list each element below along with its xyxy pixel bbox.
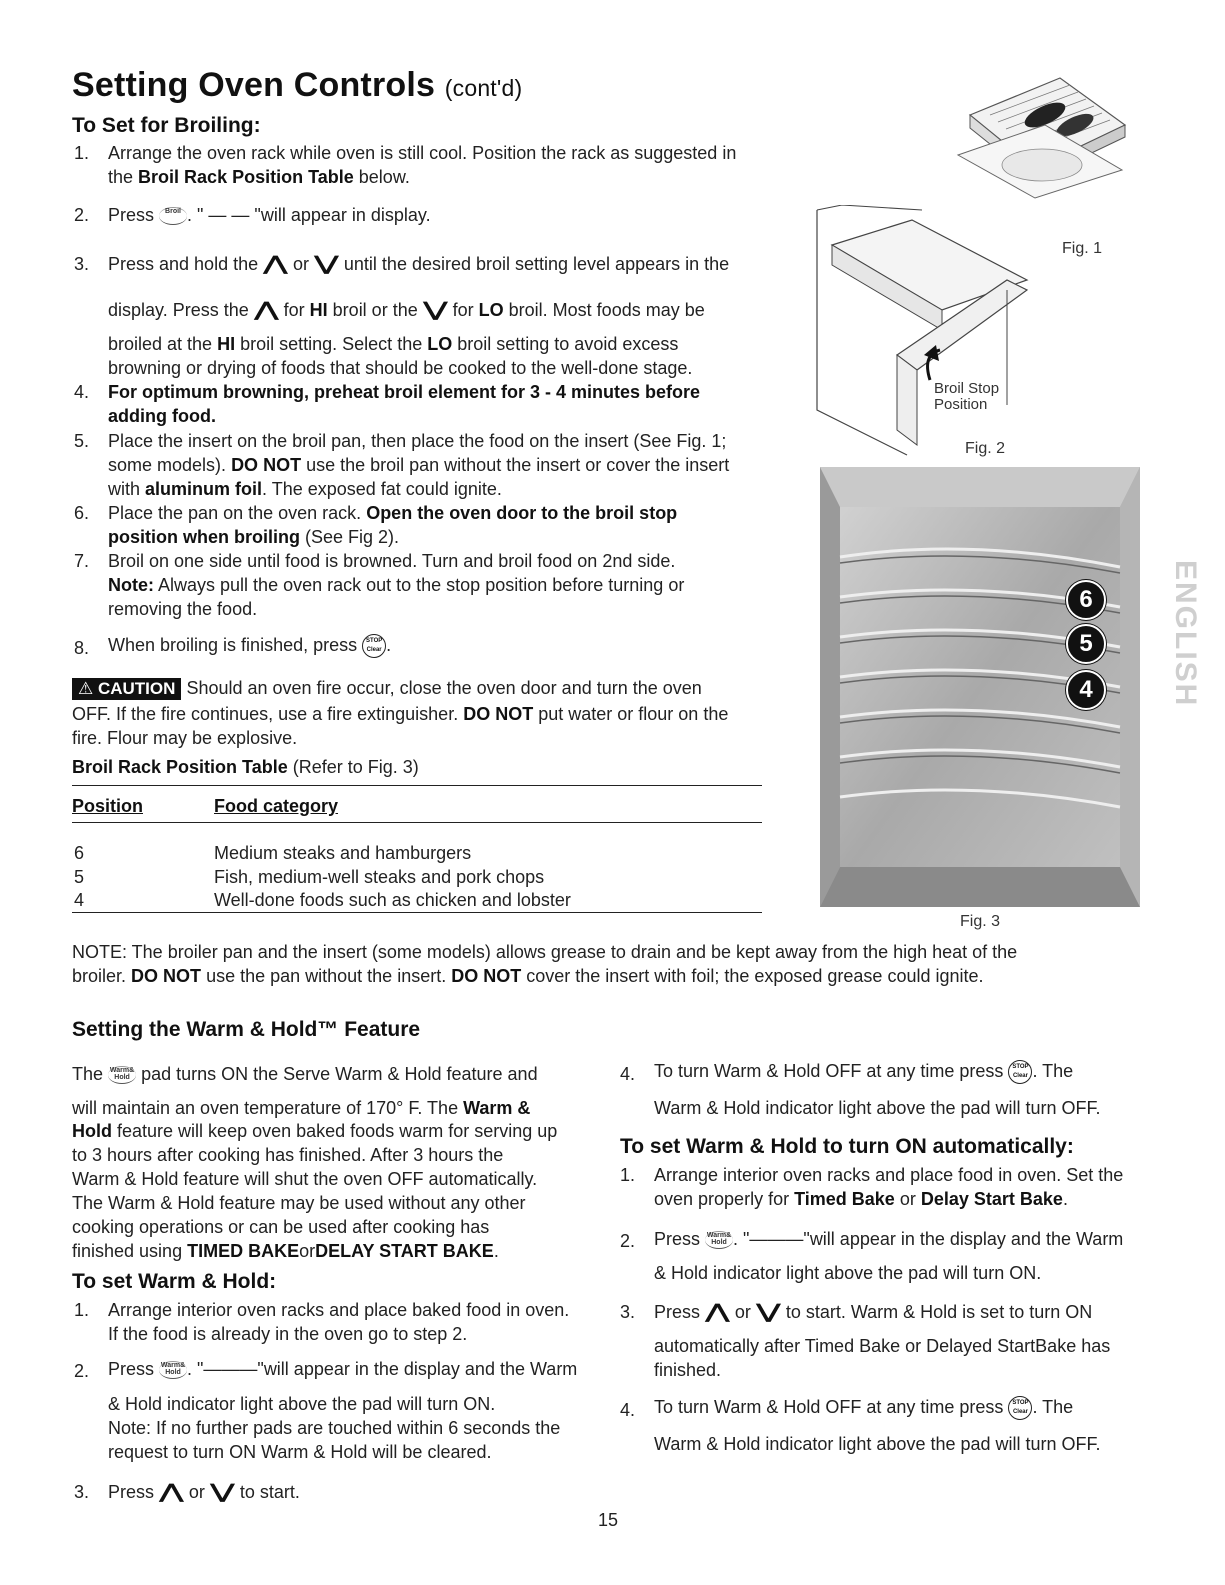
rack-position-5-badge: 5 [1066, 624, 1106, 664]
caution-badge: ⚠ CAUTION [72, 678, 181, 700]
step-number: 8. [74, 638, 90, 658]
up-arrow-icon: ⋀ [704, 1301, 731, 1323]
step-number: 4. [620, 1400, 636, 1420]
warm-hold-pad-icon: Warm& Hold [108, 1066, 136, 1084]
broil-pad-icon: Broil [159, 207, 187, 225]
step7-line1: Broil on one side until food is browned. Turn and broil food on 2nd side. [108, 551, 676, 571]
warm-a1-line2: oven properly for Timed Bake or Delay Start Bake. [654, 1189, 1068, 1209]
table-cell-position: 5 [74, 867, 85, 887]
table-bottom-rule [72, 912, 762, 913]
note-line2: broiler. DO NOT use the pan without the insert. DO NOT cover the insert with foil; the exposed grease could ignite. [72, 966, 984, 986]
warm-a2-line1: Press Warm& Hold . "———"will appear in the display and the Warm [654, 1229, 1124, 1249]
warm-a3-line2: automatically after Timed Bake or Delayed StartBake has [654, 1336, 1111, 1356]
language-side-tab: ENGLISH [1169, 560, 1202, 708]
stop-clear-pad-icon: STOP Clear [1008, 1060, 1032, 1084]
step-number: 1. [74, 1300, 90, 1320]
note-line1: NOTE: The broiler pan and the insert (some models) allows grease to drain and be kept away from the high heat of the [72, 942, 1018, 962]
warm-hold-heading: Setting the Warm & Hold™ Feature [72, 1018, 421, 1041]
step-number: 1. [620, 1165, 636, 1185]
step-number: 6. [74, 503, 90, 523]
step2-line: Press Broil . " — — "will appear in display. [108, 205, 431, 225]
stop-clear-pad-icon: STOP Clear [362, 634, 386, 658]
table-header-food: Food category [214, 796, 339, 816]
step-number: 2. [74, 1361, 90, 1381]
page-title-suffix: (cont'd) [444, 75, 523, 101]
up-arrow-icon: ⋀ [262, 253, 289, 275]
caution-line1: ⚠ CAUTION Should an oven fire occur, close the oven door and turn the oven [72, 677, 702, 700]
caution-line3: fire. Flour may be explosive. [72, 728, 298, 748]
warm-s2-line1: Press Warm& Hold . "———"will appear in the display and the Warm [108, 1359, 578, 1379]
step5-line3: with aluminum foil. The exposed fat could ignite. [108, 479, 502, 499]
page-number: 15 [598, 1510, 619, 1530]
warm-s1-line2: If the food is already in the oven go to step 2. [108, 1324, 468, 1344]
step3-line1: Press and hold the ⋀ or ⋁ until the desired broil setting level appears in the [108, 253, 730, 275]
step-number: 3. [74, 1482, 90, 1502]
step4-line1: For optimum browning, preheat broil element for 3 - 4 minutes before [108, 382, 701, 402]
down-arrow-icon: ⋁ [313, 253, 340, 275]
step8-line: When broiling is finished, press STOP Clear . [108, 634, 391, 658]
step-number: 5. [74, 431, 90, 451]
warm-s3-line: Press ⋀ or ⋁ to start. [108, 1481, 300, 1503]
step-number: 2. [620, 1231, 636, 1251]
warm-hold-pad-icon: Warm& Hold [705, 1231, 733, 1249]
step-number: 4. [74, 382, 90, 402]
broil-stop-label-2: Position [934, 396, 988, 413]
warm-s2-line2: & Hold indicator light above the pad will turn ON. [108, 1394, 496, 1414]
down-arrow-icon: ⋁ [422, 299, 448, 321]
down-arrow-icon: ⋁ [209, 1481, 236, 1503]
step-number: 1. [74, 143, 90, 163]
step-number: 4. [620, 1064, 636, 1084]
step1-line2: the Broil Rack Position Table below. [108, 167, 410, 187]
step3-line2: display. Press the ⋀ for HI broil or the ⋁ for LO broil. Most foods may be [108, 299, 705, 321]
warm-intro-line6: The Warm & Hold feature may be used without any other [72, 1193, 526, 1213]
step6-line2: position when broiling (See Fig 2). [108, 527, 400, 547]
table-cell-food: Fish, medium-well steaks and pork chops [214, 867, 545, 887]
table-cell-position: 4 [74, 890, 85, 910]
table-cell-position: 6 [74, 843, 85, 863]
fig3-label: Fig. 3 [960, 913, 1001, 930]
warm-a3-line1: Press ⋀ or ⋁ to start. Warm & Hold is set to turn ON [654, 1301, 1093, 1323]
rack-position-4-badge: 4 [1066, 670, 1106, 710]
table-cell-food: Medium steaks and hamburgers [214, 843, 472, 863]
warm-a3-line3: finished. [654, 1360, 722, 1380]
page-title: Setting Oven Controls (cont'd) [72, 66, 523, 104]
table-header-position: Position [72, 796, 143, 816]
up-arrow-icon: ⋀ [253, 299, 279, 321]
warm-s4-line2: Warm & Hold indicator light above the pad will turn OFF. [654, 1098, 1101, 1118]
table-title: Broil Rack Position Table (Refer to Fig. 3) [72, 757, 419, 777]
step-number: 2. [74, 205, 90, 225]
warm-s2-line4: request to turn ON Warm & Hold will be cleared. [108, 1442, 492, 1462]
warm-hold-pad-icon: Warm& Hold [159, 1361, 187, 1379]
broil-stop-label-1: Broil Stop [934, 380, 1000, 397]
oven-door-illustration [812, 205, 1037, 460]
step-number: 7. [74, 551, 90, 571]
step1-line1: Arrange the oven rack while oven is still cool. Position the rack as suggested in [108, 143, 737, 163]
up-arrow-icon: ⋀ [158, 1481, 185, 1503]
broiling-heading: To Set for Broiling: [72, 114, 261, 137]
step4-line2: adding food. [108, 406, 216, 426]
step6-line1: Place the pan on the oven rack. Open the oven door to the broil stop [108, 503, 678, 523]
fig2-label: Fig. 2 [965, 440, 1006, 457]
warm-a4-line1: To turn Warm & Hold OFF at any time press STOP Clear . The [654, 1396, 1073, 1420]
warm-intro-line5: Warm & Hold feature will shut the oven OFF automatically. [72, 1169, 538, 1189]
warm-intro-line1: The Warm& Hold pad turns ON the Serve Warm & Hold feature and [72, 1064, 538, 1084]
caution-line2: OFF. If the fire continues, use a fire extinguisher. DO NOT put water or flour on the [72, 704, 729, 724]
step5-line2: some models). DO NOT use the broil pan without the insert or cover the insert [108, 455, 730, 475]
warm-a2-line2: & Hold indicator light above the pad will turn ON. [654, 1263, 1042, 1283]
step3-line4: browning or drying of foods that should be cooked to the well-done stage. [108, 358, 693, 378]
warm-intro-line7: cooking operations or can be used after cooking has [72, 1217, 490, 1237]
step-number: 3. [74, 254, 90, 274]
warm-a4-line2: Warm & Hold indicator light above the pad will turn OFF. [654, 1434, 1101, 1454]
stop-clear-pad-icon: STOP Clear [1008, 1396, 1032, 1420]
warm-intro-line2: will maintain an oven temperature of 170° F. The Warm & [72, 1098, 531, 1118]
down-arrow-icon: ⋁ [755, 1301, 782, 1323]
rack-position-6-badge: 6 [1066, 580, 1106, 620]
fig1-label: Fig. 1 [1062, 240, 1103, 257]
step3-line3: broiled at the HI broil setting. Select the LO broil setting to avoid excess [108, 334, 679, 354]
table-top-rule [72, 785, 762, 786]
warm-intro-line4: to 3 hours after cooking has finished. After 3 hours the [72, 1145, 504, 1165]
warm-intro-line3: Hold feature will keep oven baked foods warm for serving up [72, 1121, 558, 1141]
warm-intro-line8: finished using TIMED BAKEorDELAY START BAKE. [72, 1241, 499, 1261]
step-number: 3. [620, 1302, 636, 1322]
step7-line3: removing the food. [108, 599, 258, 619]
set-warm-hold-heading: To set Warm & Hold: [72, 1270, 277, 1293]
warm-s2-line3: Note: If no further pads are touched within 6 seconds the [108, 1418, 561, 1438]
broil-pan-illustration [950, 70, 1130, 200]
warm-s1-line1: Arrange interior oven racks and place baked food in oven. [108, 1300, 570, 1320]
step7-line2: Note: Always pull the oven rack out to the stop position before turning or [108, 575, 685, 595]
auto-warm-hold-heading: To set Warm & Hold to turn ON automatically: [620, 1135, 1074, 1158]
step5-line1: Place the insert on the broil pan, then place the food on the insert (See Fig. 1; [108, 431, 727, 451]
table-cell-food: Well-done foods such as chicken and lobster [214, 890, 571, 910]
table-header-rule [72, 822, 762, 823]
warm-s4-line1: To turn Warm & Hold OFF at any time press STOP Clear . The [654, 1060, 1073, 1084]
warm-a1-line1: Arrange interior oven racks and place food in oven. Set the [654, 1165, 1124, 1185]
